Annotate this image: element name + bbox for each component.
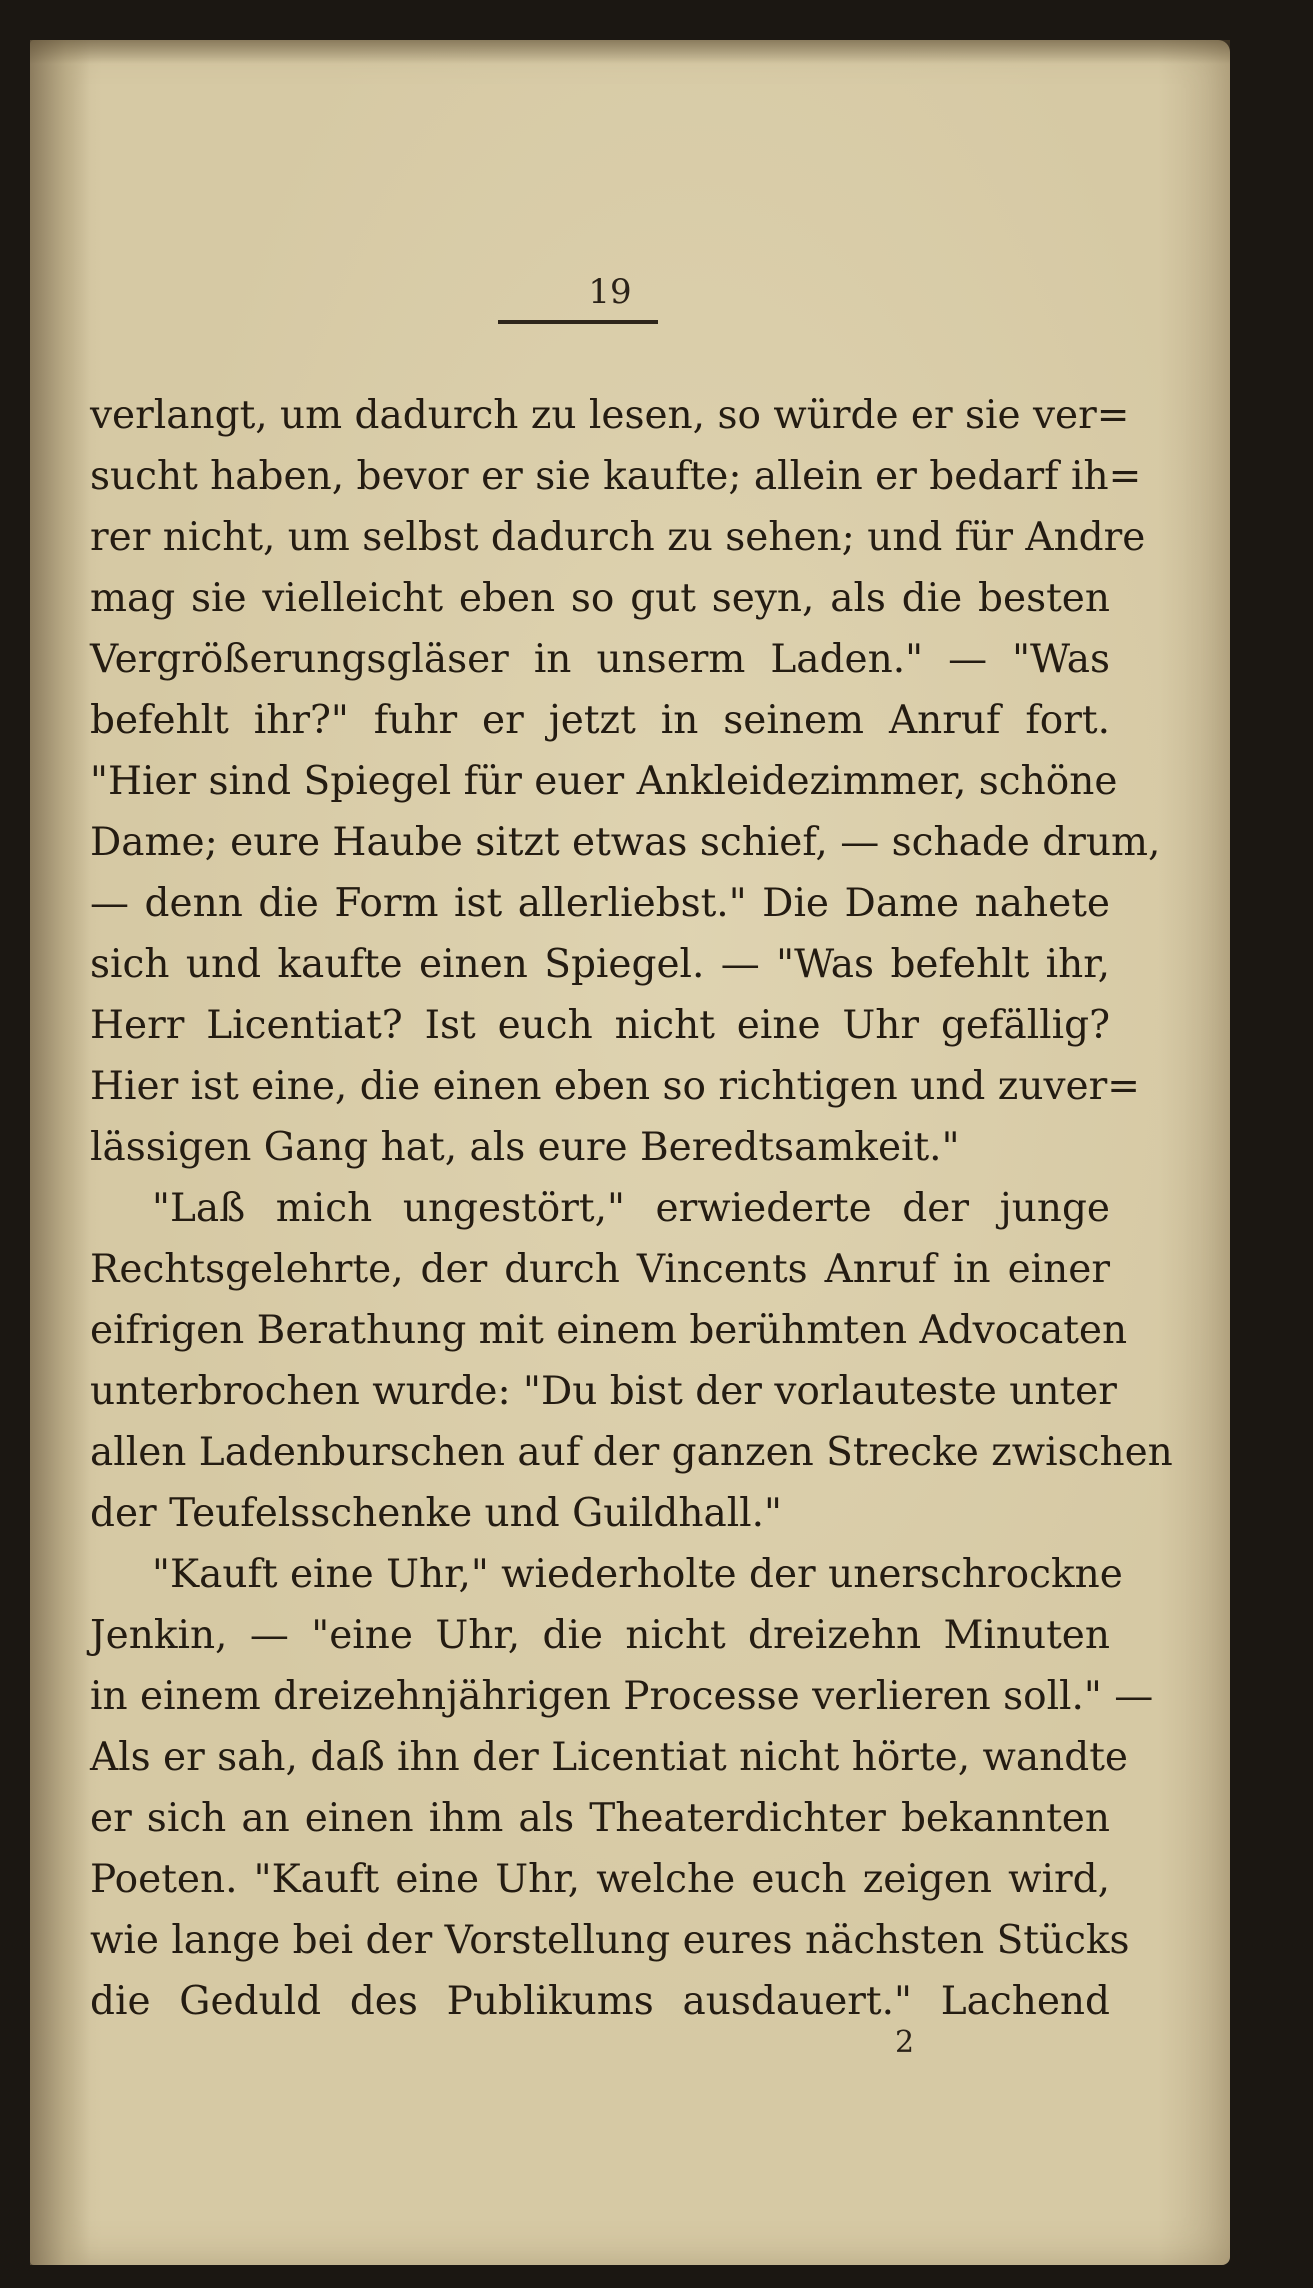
book-page — [30, 40, 1230, 2265]
text-line: Herr Licentiat? Ist euch nicht eine Uhr gefällig? — [90, 1003, 1110, 1048]
text-line: befehlt ihr?" fuhr er jetzt in seinem Anruf fort. — [90, 698, 1110, 743]
text-line: Rechtsgelehrte, der durch Vincents Anruf in einer — [90, 1247, 1110, 1292]
text-line: wie lange bei der Vorstellung eures nächsten Stücks — [90, 1918, 1130, 1963]
text-line: "Laß mich ungestört," erwiederte der junge — [152, 1186, 1110, 1231]
text-line: unterbrochen wurde: "Du bist der vorlauteste unter — [90, 1369, 1117, 1414]
text-line: Als er sah, daß ihn der Licentiat nicht hörte, wandte — [90, 1735, 1128, 1780]
text-line: allen Ladenburschen auf der ganzen Strecke zwischen — [90, 1430, 1173, 1475]
text-line: eifrigen Berathung mit einem berühmten Advocaten — [90, 1308, 1128, 1353]
page-number-rule — [498, 320, 658, 324]
text-line: Hier ist eine, die einen eben so richtigen und zuver= — [90, 1064, 1140, 1109]
text-line: lässigen Gang hat, als eure Beredtsamkeit." — [90, 1125, 960, 1170]
text-line: rer nicht, um selbst dadurch zu sehen; und für Andre — [90, 515, 1146, 560]
text-line: die Geduld des Publikums ausdauert." Lachend — [90, 1979, 1110, 2024]
text-line: sucht haben, bevor er sie kaufte; allein er bedarf ih= — [90, 454, 1142, 499]
text-line: mag sie vielleicht eben so gut seyn, als die besten — [90, 576, 1110, 621]
page-number: 19 — [588, 272, 632, 312]
text-line: sich und kaufte einen Spiegel. — "Was befehlt ihr, — [90, 942, 1110, 987]
page-gutter — [30, 40, 90, 2265]
text-line: verlangt, um dadurch zu lesen, so würde er sie ver= — [90, 393, 1130, 438]
text-line: Vergrößerungsgläser in unserm Laden." — "Was — [90, 637, 1110, 682]
page-top-edge — [30, 40, 1230, 64]
text-line: — denn die Form ist allerliebst." Die Dame nahete — [90, 881, 1110, 926]
text-line: Poeten. "Kauft eine Uhr, welche euch zeigen wird, — [90, 1857, 1110, 1902]
text-line: Dame; eure Haube sitzt etwas schief, — schade drum, — [90, 820, 1161, 865]
text-line: Jenkin, — "eine Uhr, die nicht dreizehn Minuten — [90, 1613, 1110, 1658]
text-line: der Teufelsschenke und Guildhall." — [90, 1491, 782, 1536]
body-text — [90, 385, 1173, 2032]
text-line: er sich an einen ihm als Theaterdichter bekannten — [90, 1796, 1110, 1841]
text-line: "Hier sind Spiegel für euer Ankleidezimmer, schöne — [90, 759, 1118, 804]
printer-signature-mark: 2 — [895, 2025, 915, 2060]
text-line: "Kauft eine Uhr," wiederholte der unerschrockne — [152, 1552, 1123, 1597]
text-line: in einem dreizehnjährigen Processe verlieren soll." — — [90, 1674, 1154, 1719]
